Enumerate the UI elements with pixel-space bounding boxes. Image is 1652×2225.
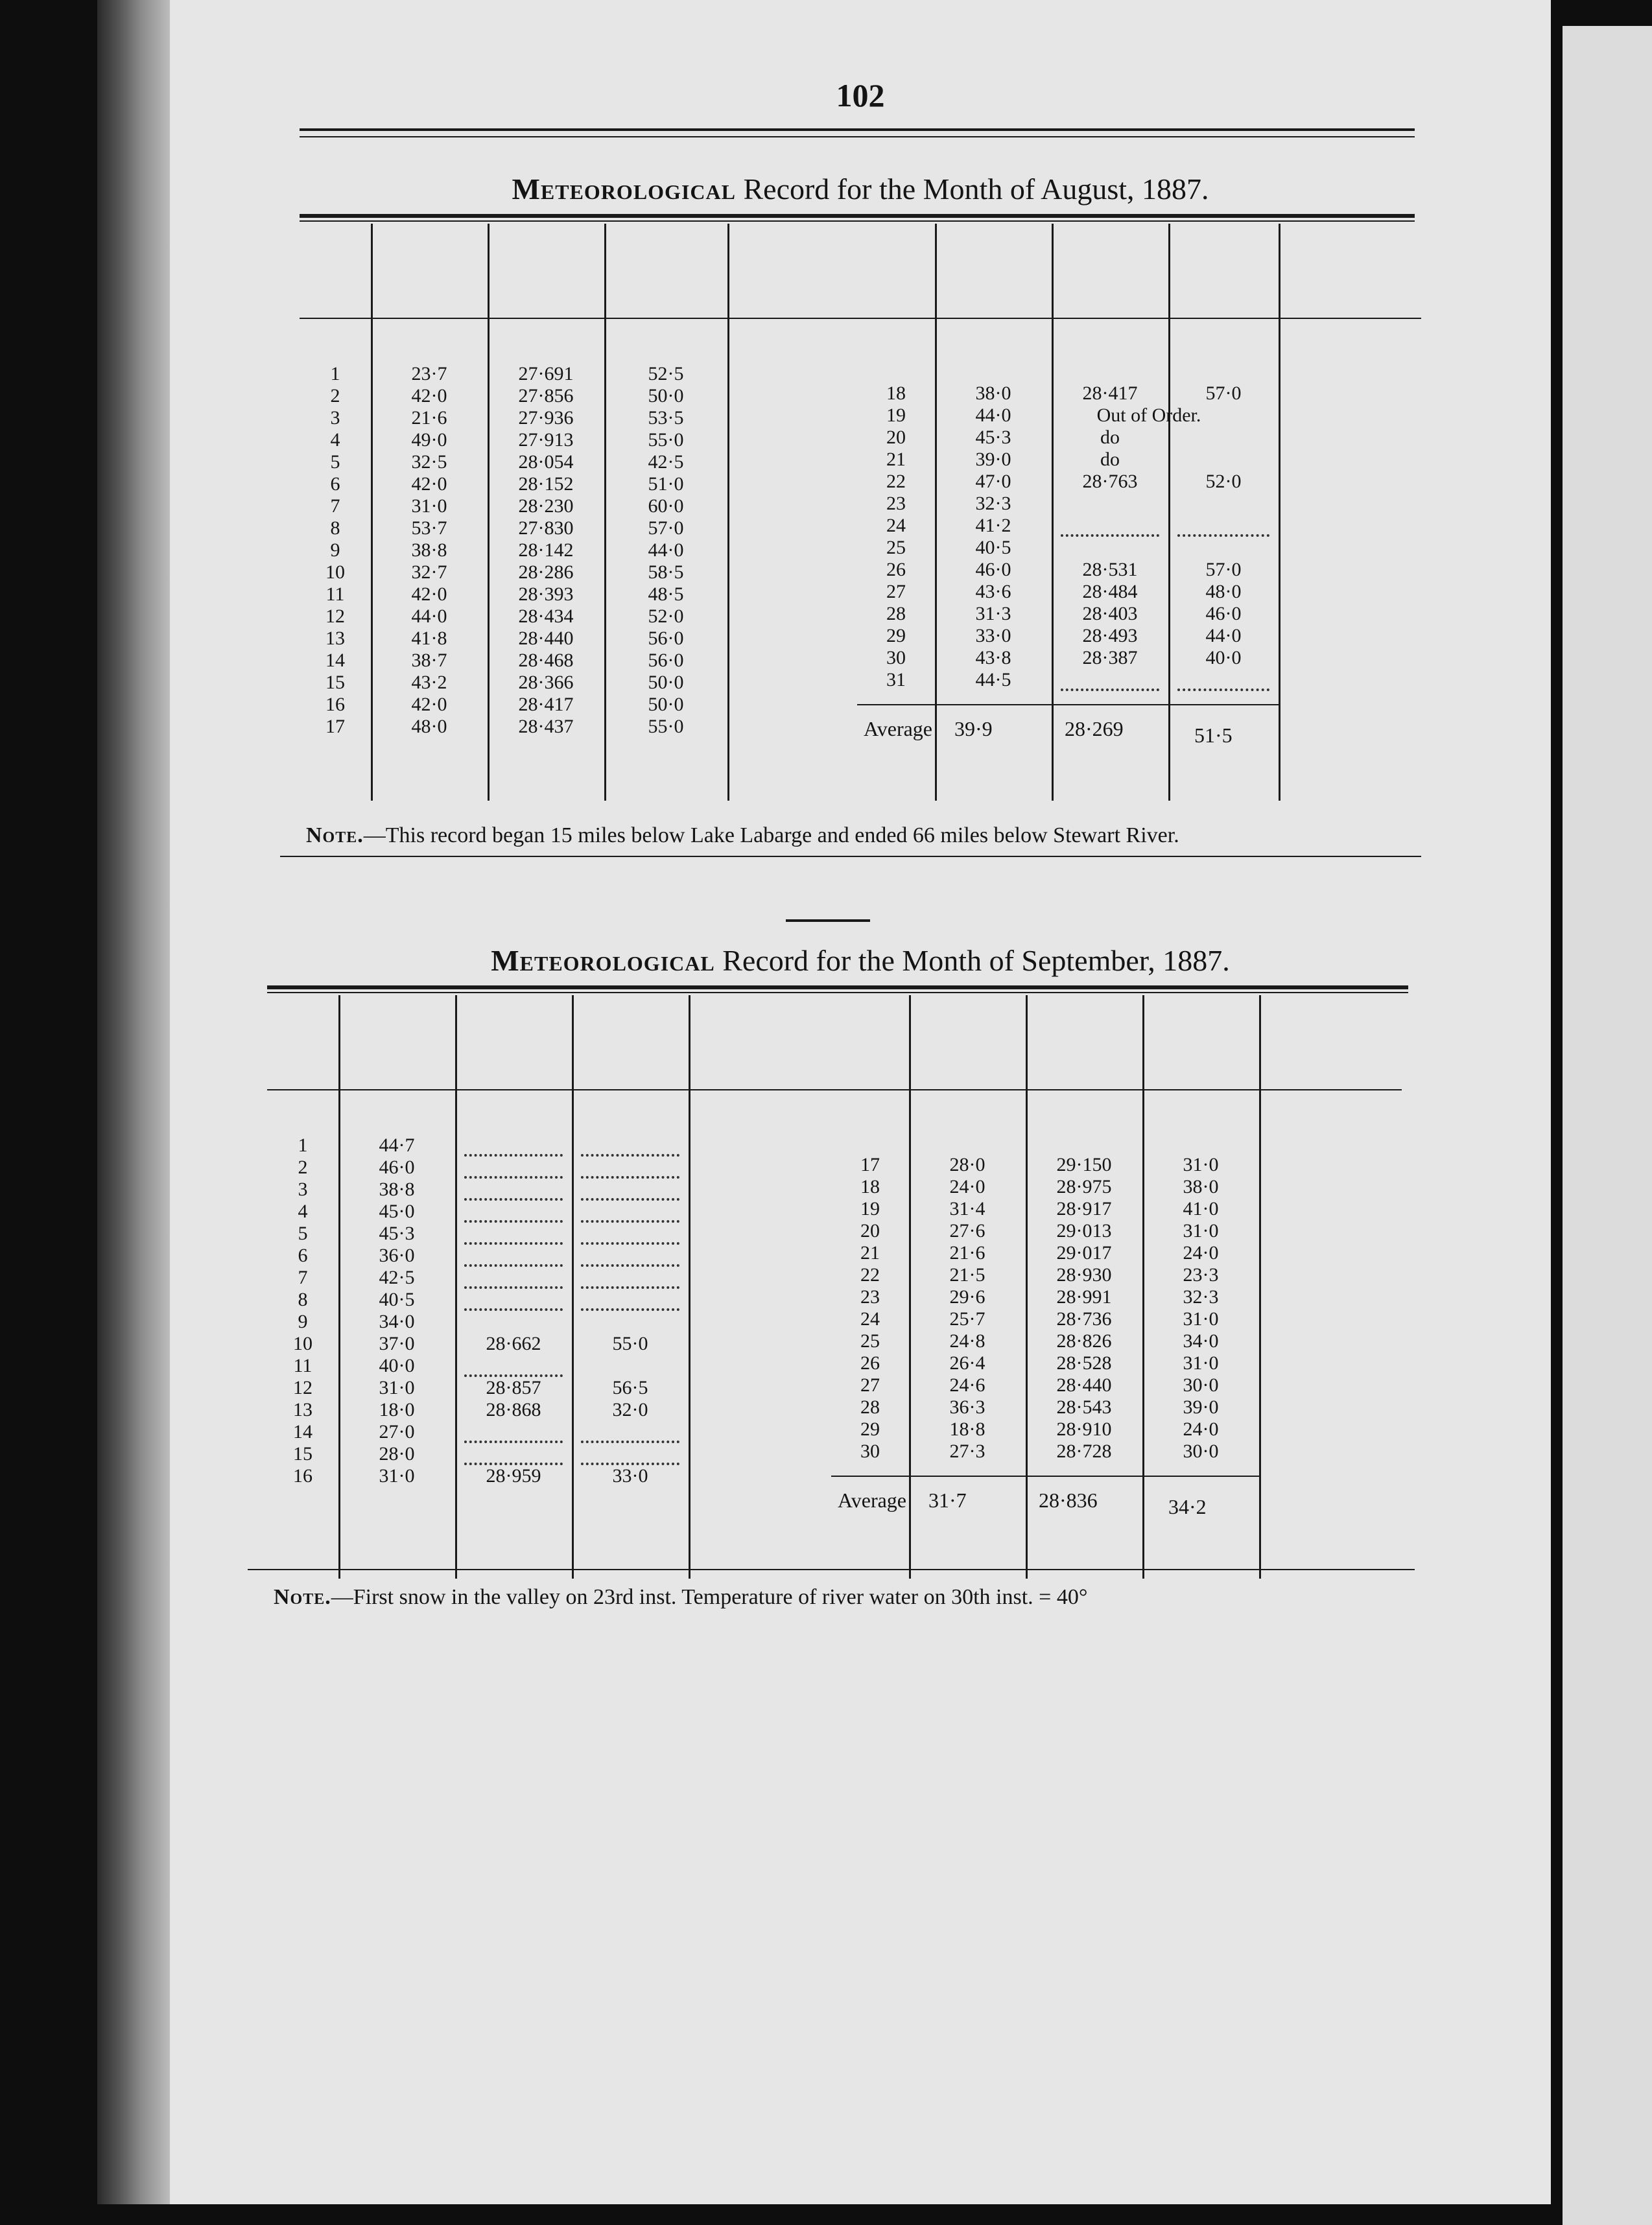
attached-cell: 41·0 <box>1183 1198 1219 1219</box>
attached-dots <box>581 1421 679 1443</box>
barometer-cell: 27·691 <box>518 363 574 384</box>
barometer-cell: 28·387 <box>1082 647 1138 668</box>
attached-cell: 24·0 <box>1183 1419 1219 1440</box>
barometer-cell: 28·763 <box>1082 471 1138 492</box>
min-temp-cell: 47·0 <box>975 471 1011 492</box>
remarks-header <box>1259 998 1402 1083</box>
min-temp-cell: 45·3 <box>975 427 1011 448</box>
min-temp-cell: 40·5 <box>379 1289 415 1310</box>
barometer-dots <box>464 1267 563 1289</box>
attached-dots <box>581 1443 679 1465</box>
barometer-cell: 28·930 <box>1056 1264 1112 1286</box>
min-temp-cell: 43·8 <box>975 647 1011 668</box>
barometer-cell: 28·543 <box>1056 1396 1112 1418</box>
day-cell: 25 <box>886 537 906 558</box>
min-temp-cell: 39·0 <box>975 449 1011 470</box>
average-rule <box>857 704 1279 705</box>
min-temp-header <box>371 227 488 311</box>
column-rule <box>455 995 457 1579</box>
attached-cell: 50·0 <box>648 385 684 406</box>
barometer-cell: 28·528 <box>1056 1352 1112 1374</box>
attached-thermometer-header <box>572 998 689 1083</box>
min-temp-cell: 28·0 <box>379 1443 415 1465</box>
day-cell: 3 <box>330 407 340 429</box>
august-title: Meteorological Record for the Month of August, 1887. <box>512 172 1209 206</box>
min-temp-cell: 24·0 <box>949 1176 985 1197</box>
min-temp-cell: 33·0 <box>975 625 1011 646</box>
average-min-temp: 39·9 <box>954 717 993 740</box>
day-cell: 26 <box>860 1352 880 1374</box>
attached-cell: 40·0 <box>1205 647 1242 668</box>
day-header <box>300 227 371 311</box>
table-top-rule <box>267 985 1408 989</box>
remarks-header <box>1279 227 1421 311</box>
table-top-rule-thin <box>267 992 1408 993</box>
day-cell: 4 <box>330 429 340 451</box>
barometer-dots <box>464 1245 563 1267</box>
day-cell: 27 <box>860 1374 880 1396</box>
day-cell: 23 <box>860 1286 880 1308</box>
barometer-cell: 28·393 <box>518 583 574 605</box>
september-note: Note.—First snow in the valley on 23rd inst. Temperature of river water on 30th inst. = 40° <box>274 1585 1088 1609</box>
day-cell: 10 <box>325 561 345 583</box>
average-rule <box>831 1476 1259 1477</box>
day-cell: 13 <box>325 628 345 649</box>
attached-cell: 52·0 <box>1205 471 1242 492</box>
august-table <box>300 214 1369 797</box>
page <box>170 0 1551 2204</box>
attached-cell: 30·0 <box>1183 1374 1219 1396</box>
facing-page-edge <box>1563 26 1652 2225</box>
min-temp-header <box>909 998 1026 1083</box>
day-cell: 22 <box>860 1264 880 1286</box>
day-cell: 28 <box>886 603 906 624</box>
day-cell: 3 <box>298 1179 308 1200</box>
barometer-dots <box>1061 515 1159 537</box>
section-divider <box>786 919 870 922</box>
barometer-cell: 28·437 <box>518 716 574 737</box>
min-temp-cell: 25·7 <box>949 1308 985 1330</box>
min-temp-cell: 38·8 <box>411 539 447 561</box>
day-header <box>857 227 935 311</box>
august-note: Note.—This record began 15 miles below Lake Labarge and ended 66 miles below Stewart River. <box>306 823 1179 847</box>
day-cell: 29 <box>886 625 906 646</box>
attached-dots <box>581 1223 679 1245</box>
min-temp-cell: 24·6 <box>949 1374 985 1396</box>
barometer-cell: 27·856 <box>518 385 574 406</box>
day-cell: 20 <box>886 427 906 448</box>
min-temp-cell: 31·3 <box>975 603 1011 624</box>
min-temp-cell: 18·8 <box>949 1419 985 1440</box>
attached-cell: 52·5 <box>648 363 684 384</box>
barometer-header <box>455 998 572 1083</box>
day-cell: 27 <box>886 581 906 602</box>
page-number: 102 <box>836 77 885 113</box>
day-cell: 9 <box>330 539 340 561</box>
column-rule <box>689 995 690 1579</box>
barometer-cell: 28·152 <box>518 473 574 495</box>
attached-cell: 32·0 <box>612 1399 648 1420</box>
attached-cell: 55·0 <box>612 1333 648 1354</box>
attached-cell: 42·5 <box>648 451 684 473</box>
barometer-cell: 28·468 <box>518 650 574 671</box>
day-cell: 6 <box>298 1245 308 1266</box>
min-temp-cell: 32·7 <box>411 561 447 583</box>
attached-thermometer-header <box>1168 227 1279 311</box>
barometer-cell: 28·662 <box>486 1333 541 1354</box>
day-cell: 1 <box>298 1135 308 1156</box>
attached-cell: 48·0 <box>1205 581 1242 602</box>
barometer-cell: 28·440 <box>1056 1374 1112 1396</box>
day-cell: 2 <box>298 1157 308 1178</box>
attached-cell: 55·0 <box>648 716 684 737</box>
day-cell: 29 <box>860 1419 880 1440</box>
min-temp-cell: 53·7 <box>411 517 447 539</box>
attached-cell: 56·0 <box>648 628 684 649</box>
attached-cell: 57·0 <box>1205 559 1242 580</box>
day-cell: 26 <box>886 559 906 580</box>
min-temp-cell: 40·5 <box>975 537 1011 558</box>
attached-cell: 51·0 <box>648 473 684 495</box>
barometer-header <box>488 227 604 311</box>
min-temp-header <box>935 227 1052 311</box>
min-temp-cell: 27·6 <box>949 1220 985 1242</box>
barometer-cell: 27·936 <box>518 407 574 429</box>
attached-cell: 33·0 <box>612 1465 648 1487</box>
attached-cell: 57·0 <box>1205 383 1242 404</box>
min-temp-cell: 32·5 <box>411 451 447 473</box>
average-barometer: 28·836 <box>1039 1489 1098 1512</box>
barometer-cell: 28·826 <box>1056 1330 1112 1352</box>
table-bottom-rule <box>280 856 1421 857</box>
attached-cell: 34·0 <box>1183 1330 1219 1352</box>
day-cell: 16 <box>293 1465 313 1487</box>
day-cell: 8 <box>298 1289 308 1310</box>
min-temp-cell: 21·6 <box>949 1242 985 1264</box>
day-cell: 19 <box>886 405 906 426</box>
day-cell: 31 <box>886 669 906 690</box>
barometer-dots <box>1061 669 1159 691</box>
attached-cell: 56·0 <box>648 650 684 671</box>
day-cell: 13 <box>293 1399 313 1420</box>
min-temp-cell: 44·0 <box>411 606 447 627</box>
day-cell: 30 <box>860 1441 880 1462</box>
barometer-dots <box>464 1157 563 1179</box>
day-cell: 22 <box>886 471 906 492</box>
min-temp-cell: 45·0 <box>379 1201 415 1222</box>
barometer-cell: 29·017 <box>1056 1242 1112 1264</box>
attached-thermometer-header <box>1142 998 1259 1083</box>
day-cell: 21 <box>860 1242 880 1264</box>
barometer-cell: 27·913 <box>518 429 574 451</box>
min-temp-cell: 31·0 <box>379 1465 415 1487</box>
barometer-cell: 28·868 <box>486 1399 541 1420</box>
min-temp-cell: 38·7 <box>411 650 447 671</box>
attached-thermometer-header <box>604 227 727 311</box>
attached-cell: 56·5 <box>612 1377 648 1398</box>
day-cell: 19 <box>860 1198 880 1219</box>
day-header <box>267 998 338 1083</box>
average-attached: 34·2 <box>1168 1495 1207 1518</box>
day-cell: 7 <box>298 1267 308 1288</box>
average-min-temp: 31·7 <box>928 1489 967 1512</box>
table-top-rule-thin <box>300 220 1415 222</box>
min-temp-cell: 44·0 <box>975 405 1011 426</box>
min-temp-cell: 21·6 <box>411 407 447 429</box>
min-temp-cell: 29·6 <box>949 1286 985 1308</box>
min-temp-cell: 40·0 <box>379 1355 415 1376</box>
barometer-cell: 28·417 <box>1082 383 1138 404</box>
september-title: Meteorological Record for the Month of September, 1887. <box>491 944 1230 977</box>
min-temp-cell: 46·0 <box>975 559 1011 580</box>
min-temp-cell: 41·2 <box>975 515 1011 536</box>
min-temp-cell: 36·3 <box>949 1396 985 1418</box>
barometer-dots <box>464 1421 563 1443</box>
attached-dots <box>1177 515 1269 537</box>
attached-dots <box>581 1289 679 1311</box>
day-cell: 4 <box>298 1201 308 1222</box>
average-label: Average <box>864 717 932 740</box>
min-temp-cell: 38·0 <box>975 383 1011 404</box>
day-cell: 15 <box>293 1443 313 1465</box>
average-barometer: 28·269 <box>1065 717 1124 740</box>
attached-cell: 31·0 <box>1183 1154 1219 1175</box>
min-temp-cell: 31·0 <box>411 495 447 517</box>
attached-cell: 23·3 <box>1183 1264 1219 1286</box>
day-cell: 16 <box>325 694 345 715</box>
barometer-cell: do <box>1100 427 1120 448</box>
barometer-dots <box>464 1355 563 1377</box>
min-temp-cell: 23·7 <box>411 363 447 384</box>
min-temp-cell: 44·5 <box>975 669 1011 690</box>
day-cell: 11 <box>293 1355 313 1376</box>
attached-cell: 31·0 <box>1183 1352 1219 1374</box>
attached-cell: 24·0 <box>1183 1242 1219 1264</box>
min-temp-cell: 44·7 <box>379 1135 415 1156</box>
attached-cell: 39·0 <box>1183 1396 1219 1418</box>
day-cell: 23 <box>886 493 906 514</box>
barometer-cell: 28·531 <box>1082 559 1138 580</box>
column-rule <box>572 995 574 1579</box>
day-cell: 20 <box>860 1220 880 1242</box>
day-cell: 18 <box>886 383 906 404</box>
min-temp-cell: 24·8 <box>949 1330 985 1352</box>
min-temp-header <box>338 998 455 1083</box>
attached-dots <box>581 1179 679 1201</box>
day-cell: 10 <box>293 1333 313 1354</box>
day-header <box>831 998 909 1083</box>
top-rule-thin <box>300 136 1415 137</box>
day-cell: 17 <box>860 1154 880 1175</box>
barometer-cell: 28·434 <box>518 606 574 627</box>
attached-cell: 52·0 <box>648 606 684 627</box>
attached-cell: 55·0 <box>648 429 684 451</box>
day-cell: 21 <box>886 449 906 470</box>
barometer-cell: 28·142 <box>518 539 574 561</box>
min-temp-cell: 43·6 <box>975 581 1011 602</box>
attached-cell: 58·5 <box>648 561 684 583</box>
remarks-header <box>689 998 831 1083</box>
barometer-cell: 28·440 <box>518 628 574 649</box>
table-bottom-rule <box>248 1569 1415 1570</box>
min-temp-cell: 48·0 <box>411 716 447 737</box>
barometer-cell: 28·493 <box>1082 625 1138 646</box>
barometer-cell: 29·013 <box>1056 1220 1112 1242</box>
attached-dots <box>581 1201 679 1223</box>
min-temp-cell: 42·0 <box>411 694 447 715</box>
barometer-header <box>1026 998 1142 1083</box>
header-underline <box>857 318 1421 319</box>
top-rule <box>300 128 1415 131</box>
attached-cell: 48·5 <box>648 583 684 605</box>
day-cell: 24 <box>860 1308 880 1330</box>
min-temp-cell: 43·2 <box>411 672 447 693</box>
table-top-rule <box>300 214 1415 218</box>
min-temp-cell: 26·4 <box>949 1352 985 1374</box>
barometer-cell: 28·366 <box>518 672 574 693</box>
min-temp-cell: 37·0 <box>379 1333 415 1354</box>
min-temp-cell: 31·0 <box>379 1377 415 1398</box>
attached-dots <box>581 1267 679 1289</box>
min-temp-cell: 46·0 <box>379 1157 415 1178</box>
min-temp-cell: 49·0 <box>411 429 447 451</box>
barometer-cell: 28·417 <box>518 694 574 715</box>
barometer-cell: 28·484 <box>1082 581 1138 602</box>
barometer-cell: Out of Order. <box>1096 405 1201 426</box>
day-cell: 11 <box>325 583 345 605</box>
column-rule <box>1168 224 1170 801</box>
attached-cell: 30·0 <box>1183 1441 1219 1462</box>
min-temp-cell: 27·3 <box>949 1441 985 1462</box>
day-cell: 14 <box>325 650 345 671</box>
column-rule <box>1259 995 1261 1579</box>
barometer-cell: 28·917 <box>1056 1198 1112 1219</box>
min-temp-cell: 31·4 <box>949 1198 985 1219</box>
attached-cell: 50·0 <box>648 694 684 715</box>
day-cell: 2 <box>330 385 340 406</box>
day-cell: 18 <box>860 1176 880 1197</box>
header-underline <box>831 1089 1402 1090</box>
column-rule <box>1279 224 1280 801</box>
average-attached: 51·5 <box>1194 724 1233 747</box>
day-cell: 14 <box>293 1421 313 1442</box>
min-temp-cell: 38·8 <box>379 1179 415 1200</box>
barometer-dots <box>464 1135 563 1157</box>
day-cell: 5 <box>298 1223 308 1244</box>
min-temp-cell: 42·5 <box>379 1267 415 1288</box>
attached-cell: 44·0 <box>648 539 684 561</box>
day-cell: 15 <box>325 672 345 693</box>
attached-cell: 44·0 <box>1205 625 1242 646</box>
min-temp-cell: 41·8 <box>411 628 447 649</box>
attached-cell: 50·0 <box>648 672 684 693</box>
header-underline <box>300 318 857 319</box>
book-spine <box>97 0 170 2204</box>
barometer-cell: 27·830 <box>518 517 574 539</box>
header-underline <box>267 1089 831 1090</box>
min-temp-cell: 36·0 <box>379 1245 415 1266</box>
attached-cell: 31·0 <box>1183 1308 1219 1330</box>
barometer-dots <box>464 1201 563 1223</box>
column-rule <box>727 224 729 801</box>
barometer-cell: 28·286 <box>518 561 574 583</box>
attached-dots <box>581 1135 679 1157</box>
barometer-cell: 28·959 <box>486 1465 541 1487</box>
column-rule <box>1052 224 1054 801</box>
day-cell: 28 <box>860 1396 880 1418</box>
barometer-dots <box>464 1289 563 1311</box>
day-cell: 30 <box>886 647 906 668</box>
min-temp-cell: 42·0 <box>411 583 447 605</box>
barometer-cell: 28·728 <box>1056 1441 1112 1462</box>
min-temp-cell: 27·0 <box>379 1421 415 1442</box>
barometer-cell: 28·403 <box>1082 603 1138 624</box>
day-cell: 17 <box>325 716 345 737</box>
min-temp-cell: 42·0 <box>411 385 447 406</box>
average-label: Average <box>838 1489 906 1512</box>
barometer-cell: 28·857 <box>486 1377 541 1398</box>
remarks-header <box>727 227 857 311</box>
min-temp-cell: 21·5 <box>949 1264 985 1286</box>
attached-cell: 53·5 <box>648 407 684 429</box>
attached-cell: 46·0 <box>1205 603 1242 624</box>
day-cell: 12 <box>325 606 345 627</box>
barometer-cell: 28·736 <box>1056 1308 1112 1330</box>
attached-cell: 60·0 <box>648 495 684 517</box>
barometer-cell: 28·230 <box>518 495 574 517</box>
barometer-dots <box>464 1179 563 1201</box>
september-table <box>267 985 1337 1582</box>
day-cell: 6 <box>330 473 340 495</box>
attached-dots <box>581 1245 679 1267</box>
day-cell: 7 <box>330 495 340 517</box>
min-temp-cell: 28·0 <box>949 1154 985 1175</box>
attached-dots <box>1177 669 1269 691</box>
barometer-dots <box>464 1223 563 1245</box>
day-cell: 8 <box>330 517 340 539</box>
attached-cell: 32·3 <box>1183 1286 1219 1308</box>
barometer-cell: do <box>1100 449 1120 470</box>
min-temp-cell: 42·0 <box>411 473 447 495</box>
day-cell: 12 <box>293 1377 313 1398</box>
barometer-cell: 28·991 <box>1056 1286 1112 1308</box>
barometer-cell: 28·054 <box>518 451 574 473</box>
barometer-dots <box>464 1443 563 1465</box>
day-cell: 9 <box>298 1311 308 1332</box>
barometer-header <box>1052 227 1168 311</box>
min-temp-cell: 32·3 <box>975 493 1011 514</box>
day-cell: 5 <box>330 451 340 473</box>
attached-cell: 31·0 <box>1183 1220 1219 1242</box>
min-temp-cell: 45·3 <box>379 1223 415 1244</box>
attached-dots <box>581 1157 679 1179</box>
min-temp-cell: 18·0 <box>379 1399 415 1420</box>
day-cell: 1 <box>330 363 340 384</box>
attached-cell: 38·0 <box>1183 1176 1219 1197</box>
attached-cell: 57·0 <box>648 517 684 539</box>
barometer-cell: 28·910 <box>1056 1419 1112 1440</box>
day-cell: 25 <box>860 1330 880 1352</box>
min-temp-cell: 34·0 <box>379 1311 415 1332</box>
barometer-cell: 28·975 <box>1056 1176 1112 1197</box>
day-cell: 24 <box>886 515 906 536</box>
barometer-cell: 29·150 <box>1056 1154 1112 1175</box>
